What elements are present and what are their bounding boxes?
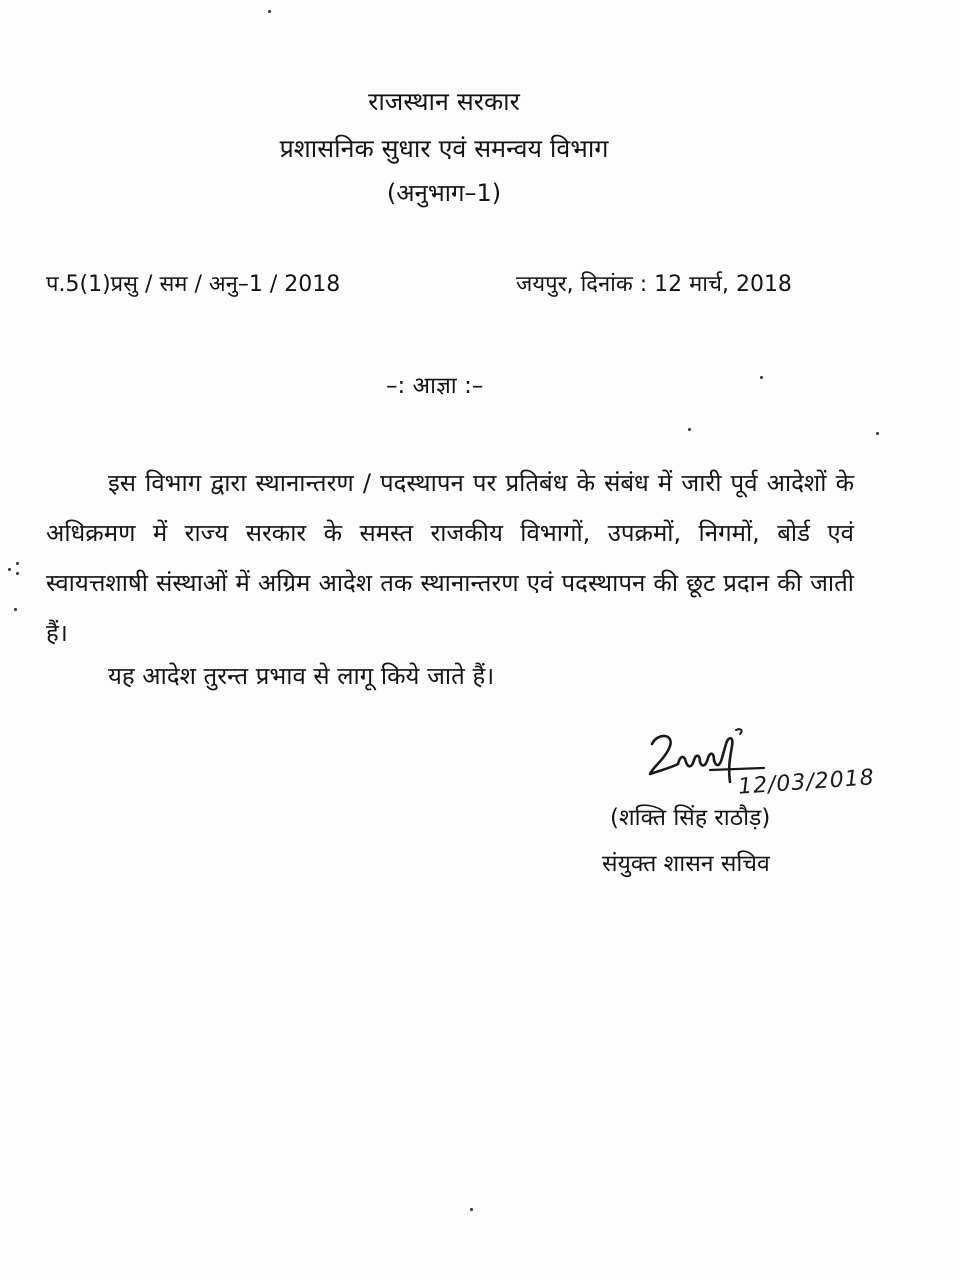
signatory-name: (शक्ति सिंह राठौड़) bbox=[610, 805, 771, 831]
government-name: राजस्थान सरकार bbox=[368, 87, 520, 116]
handwritten-date: 12/03/2018 bbox=[737, 765, 876, 800]
order-heading: –: आज्ञा :– bbox=[386, 373, 484, 399]
section-name: (अनुभाग–1) bbox=[386, 179, 502, 207]
signatory-designation: संयुक्त शासन सचिव bbox=[602, 851, 770, 877]
place-and-date: जयपुर, दिनांक : 12 मार्च, 2018 bbox=[516, 272, 792, 297]
department-name: प्रशासनिक सुधार एवं समन्वय विभाग bbox=[279, 134, 609, 163]
order-paragraph-1: इस विभाग द्वारा स्थानान्तरण / पदस्थापन पर प्रतिबंध के संबंध में जारी पूर्व आदेशों के अधिक्रमण में राज्य सरकार के समस्त राजकीय विभागों, उपक्रमों, निगमों, बोर्ड एवं स्वायत्तशाषी संस्थाओं में अग्रिम आदेश तक स्थानान्तरण एवं पदस्थापन की छूट प्रदान की जाती हैं। bbox=[46, 469, 854, 647]
order-reference-number: प.5(1)प्रसु / सम / अनु–1 / 2018 bbox=[46, 272, 341, 297]
order-paragraph-2: यह आदेश तुरन्त प्रभाव से लागू किये जाते हैं। bbox=[108, 662, 495, 690]
